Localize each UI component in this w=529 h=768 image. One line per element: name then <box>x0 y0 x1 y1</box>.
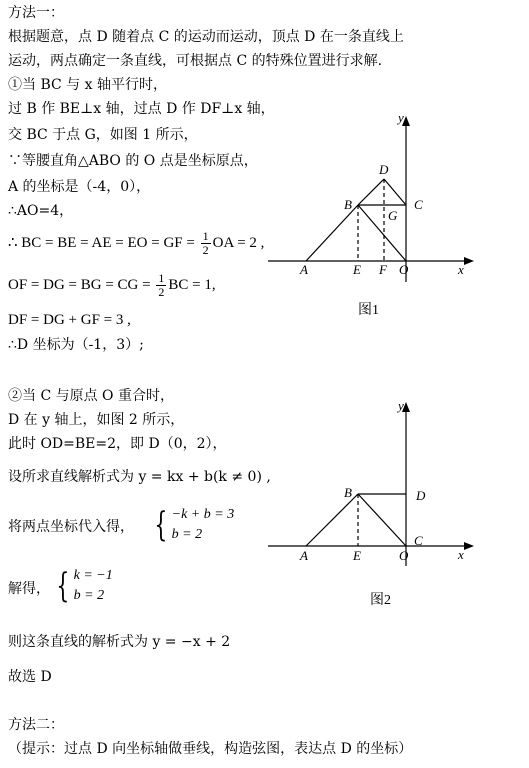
x-arrow-icon <box>464 542 474 550</box>
label-e: E <box>353 262 361 277</box>
label-d: D <box>416 488 426 503</box>
label-o: O <box>399 548 409 563</box>
case1-heading: ①当 BC 与 x 轴平行时， <box>8 77 167 93</box>
label-c: C <box>414 533 423 548</box>
fraction-half-1: $\frac{1}{2}$ <box>202 229 209 258</box>
system-1-row-1: −k + b = 3 <box>171 507 235 522</box>
figure-2 <box>262 394 477 614</box>
equation-1 <box>8 228 264 258</box>
segment-ab <box>306 494 358 546</box>
label-f: F <box>379 262 387 277</box>
equation-2-left: OF = DG = BG = CG = <box>8 277 155 293</box>
intro-line-1: 根据题意，点 D 随着点 C 的运动而运动，顶点 D 在一条直线上 <box>8 29 404 45</box>
case2-line-3: 设所求直线解析式为 y = kx + b(k ≠ 0) , <box>8 469 271 485</box>
system-1-row-2: b = 2 <box>171 527 203 542</box>
equation-2 <box>8 270 216 300</box>
equation-2-right: BC = 1, <box>168 277 216 293</box>
case1-line-1: 过 B 作 BE⊥x 轴，过点 D 作 DF⊥x 轴， <box>8 101 275 117</box>
label-x: x <box>458 262 464 277</box>
case1-line-3: ∵等腰直角△ABO 的 O 点是坐标原点， <box>8 153 258 169</box>
segment-ab <box>306 205 358 261</box>
equation-system-1 <box>150 505 234 545</box>
equation-1-left: ∴ BC = BE = AE = EO = GF = <box>8 235 199 251</box>
label-x: x <box>458 547 464 562</box>
label-b: B <box>344 197 352 212</box>
x-arrow-icon <box>464 257 474 265</box>
method2-title: 方法二： <box>8 717 64 733</box>
fraction-half-2: $\frac{1}{2}$ <box>158 271 165 300</box>
segment-dc <box>384 179 406 205</box>
label-y: y <box>398 398 404 413</box>
method1-title: 方法一： <box>8 5 64 21</box>
case1-line-2: 交 BC 于点 G，如图 1 所示， <box>8 127 198 143</box>
equation-1-right: OA = 2 , <box>212 235 265 251</box>
case1-line-4: A 的坐标是（-4，0）， <box>8 179 151 195</box>
label-b: B <box>344 485 352 500</box>
method2-hint: （提示：过点 D 向坐标轴做垂线，构造弦图，表达点 D 的坐标） <box>8 741 413 757</box>
equation-system-2 <box>52 566 113 606</box>
segment-bo <box>358 494 406 546</box>
segment-bo <box>358 205 406 261</box>
system-2-row-2: b = 2 <box>73 588 105 603</box>
case2-line-6: 则这条直线的解析式为 y = −x + 2 <box>8 634 231 650</box>
segment-bd <box>358 179 384 205</box>
label-o: O <box>399 262 409 277</box>
case2-line-4: 将两点坐标代入得， <box>8 519 134 535</box>
equation-3: DF = DG + GF = 3 , <box>8 312 131 328</box>
brace-icon: { <box>56 566 70 606</box>
figure-2-caption: 图2 <box>370 593 391 608</box>
label-d: D <box>379 162 389 177</box>
system-2-row-1: k = −1 <box>73 568 113 583</box>
case2-line-1: D 在 y 轴上，如图 2 所示， <box>8 412 185 428</box>
answer-line: 故选 D <box>8 669 52 685</box>
case1-result: ∴D 坐标为（-1，3）; <box>8 337 144 353</box>
label-y: y <box>398 110 404 125</box>
brace-icon: { <box>154 505 168 545</box>
label-a: A <box>300 262 308 277</box>
label-g: G <box>388 208 398 223</box>
label-a: A <box>300 548 308 563</box>
case1-line-5: ∴AO=4， <box>8 203 74 219</box>
case2-line-5: 解得， <box>8 581 50 597</box>
label-e: E <box>353 548 361 563</box>
figure-1 <box>262 108 477 326</box>
case2-heading: ②当 C 与原点 O 重合时， <box>8 388 174 404</box>
figure-1-caption: 图1 <box>358 303 379 318</box>
case2-line-2: 此时 OD=BE=2，即 D（0，2）， <box>8 436 227 452</box>
intro-line-2: 运动，两点确定一条直线，可根据点 C 的特殊位置进行求解. <box>8 53 383 69</box>
label-c: C <box>414 197 423 212</box>
